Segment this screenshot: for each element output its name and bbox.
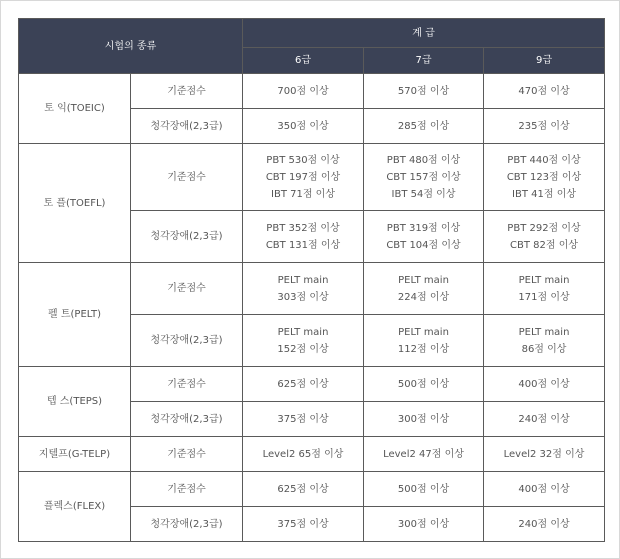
score-value-cell — [484, 74, 605, 109]
score-value-cell — [364, 472, 484, 507]
table-row — [19, 144, 605, 211]
score-type-cell: 기준점수 — [131, 263, 243, 315]
score-value-cell — [484, 367, 605, 402]
score-line: 625점 이상 — [277, 483, 329, 495]
score-line: CBT 197점 이상 — [265, 171, 341, 183]
table-header — [19, 19, 605, 74]
score-value-cell — [243, 437, 364, 472]
exam-name-cell: 토 플(TOEFL) — [19, 144, 131, 263]
score-value-cell — [243, 402, 364, 437]
score-value-cell — [364, 74, 484, 109]
score-value-cell — [243, 472, 364, 507]
score-line: Level2 47점 이상 — [383, 448, 464, 460]
score-value-cell — [484, 402, 605, 437]
score-line: 500점 이상 — [397, 378, 450, 390]
score-line: 300점 이상 — [397, 518, 450, 530]
score-value-cell — [243, 144, 364, 211]
score-value-cell — [364, 144, 484, 211]
score-value-cell — [484, 263, 605, 315]
score-line: CBT 104점 이상 — [386, 239, 461, 251]
table-row — [19, 437, 605, 472]
score-line: PBT 530점 이상 — [266, 154, 340, 166]
score-line: 171점 이상 — [518, 291, 570, 303]
score-line: 240점 이상 — [518, 413, 570, 425]
score-line: PELT main — [277, 274, 329, 286]
score-line: 375점 이상 — [277, 518, 329, 530]
score-line: PELT main — [518, 274, 570, 286]
score-line: IBT 41점 이상 — [512, 188, 577, 200]
score-line: 625점 이상 — [277, 378, 329, 390]
score-value-cell — [364, 507, 484, 542]
score-line: 350점 이상 — [277, 120, 329, 132]
score-type-cell: 청각장애(2,3급) — [131, 211, 243, 263]
score-line: 303점 이상 — [277, 291, 329, 303]
score-value-cell — [243, 109, 364, 144]
score-line: PBT 292점 이상 — [507, 222, 581, 234]
score-value-cell — [243, 315, 364, 367]
table-row — [19, 472, 605, 507]
score-line: PELT main — [398, 274, 449, 286]
score-value-cell — [364, 402, 484, 437]
table-row — [19, 367, 605, 402]
score-line: PBT 440점 이상 — [507, 154, 581, 166]
score-type-cell: 청각장애(2,3급) — [131, 315, 243, 367]
score-type-cell: 기준점수 — [131, 74, 243, 109]
exam-name-cell: 토 익(TOEIC) — [19, 74, 131, 144]
score-value-cell — [364, 367, 484, 402]
grade-header-6: 6급 — [243, 48, 364, 74]
score-line: 375점 이상 — [277, 413, 329, 425]
score-line: 235점 이상 — [518, 120, 570, 132]
score-line: CBT 82점 이상 — [510, 239, 579, 251]
score-value-cell — [364, 315, 484, 367]
table-row — [19, 74, 605, 109]
grade-header-7: 7급 — [364, 48, 484, 74]
score-type-cell: 청각장애(2,3급) — [131, 507, 243, 542]
score-line: PELT main — [277, 326, 329, 338]
exam-name-cell: 지텔프(G-TELP) — [19, 437, 131, 472]
score-line: CBT 131점 이상 — [265, 239, 341, 251]
score-line: 224점 이상 — [397, 291, 450, 303]
score-line: PBT 319점 이상 — [386, 222, 461, 234]
score-line: 152점 이상 — [277, 343, 329, 355]
score-value-cell — [364, 211, 484, 263]
score-line: PBT 480점 이상 — [386, 154, 461, 166]
score-value-cell — [364, 109, 484, 144]
score-value-cell — [484, 211, 605, 263]
score-value-cell — [243, 74, 364, 109]
score-type-cell: 기준점수 — [131, 144, 243, 211]
score-line: PELT main — [398, 326, 449, 338]
score-line: IBT 71점 이상 — [271, 188, 335, 200]
score-line: 570점 이상 — [397, 85, 450, 97]
score-line: 285점 이상 — [397, 120, 450, 132]
score-line: 400점 이상 — [518, 378, 570, 390]
score-value-cell — [484, 472, 605, 507]
score-line: 112점 이상 — [397, 343, 450, 355]
score-type-cell: 기준점수 — [131, 437, 243, 472]
score-line: 86점 이상 — [521, 343, 567, 355]
score-line: CBT 157점 이상 — [386, 171, 461, 183]
score-value-cell — [243, 507, 364, 542]
table-body — [19, 74, 605, 542]
score-line: 700점 이상 — [277, 85, 329, 97]
score-line: 470점 이상 — [518, 85, 570, 97]
score-value-cell — [484, 109, 605, 144]
score-value-cell — [243, 263, 364, 315]
score-line: PELT main — [518, 326, 570, 338]
score-type-cell: 청각장애(2,3급) — [131, 109, 243, 144]
score-requirement-table — [18, 18, 605, 542]
grade-header-9: 9급 — [484, 48, 605, 74]
score-value-cell — [243, 211, 364, 263]
score-line: 400점 이상 — [518, 483, 570, 495]
score-value-cell — [484, 144, 605, 211]
exam-name-cell: 펠 트(PELT) — [19, 263, 131, 367]
score-value-cell — [484, 507, 605, 542]
score-value-cell — [364, 263, 484, 315]
grade-group-header: 계 급 — [243, 19, 605, 48]
score-line: Level2 32점 이상 — [503, 448, 585, 460]
exam-type-header: 시험의 종류 — [19, 19, 243, 74]
score-line: IBT 54점 이상 — [391, 188, 456, 200]
score-value-cell — [484, 315, 605, 367]
score-line: CBT 123점 이상 — [506, 171, 582, 183]
score-type-cell: 기준점수 — [131, 367, 243, 402]
score-value-cell — [364, 437, 484, 472]
score-type-cell: 기준점수 — [131, 472, 243, 507]
score-line: 300점 이상 — [397, 413, 450, 425]
exam-name-cell: 텝 스(TEPS) — [19, 367, 131, 437]
score-line: 240점 이상 — [518, 518, 570, 530]
score-type-cell: 청각장애(2,3급) — [131, 402, 243, 437]
score-value-cell — [243, 367, 364, 402]
score-line: 500점 이상 — [397, 483, 450, 495]
table-row — [19, 263, 605, 315]
score-line: PBT 352점 이상 — [266, 222, 340, 234]
score-value-cell — [484, 437, 605, 472]
score-line: Level2 65점 이상 — [262, 448, 344, 460]
exam-name-cell: 플렉스(FLEX) — [19, 472, 131, 542]
